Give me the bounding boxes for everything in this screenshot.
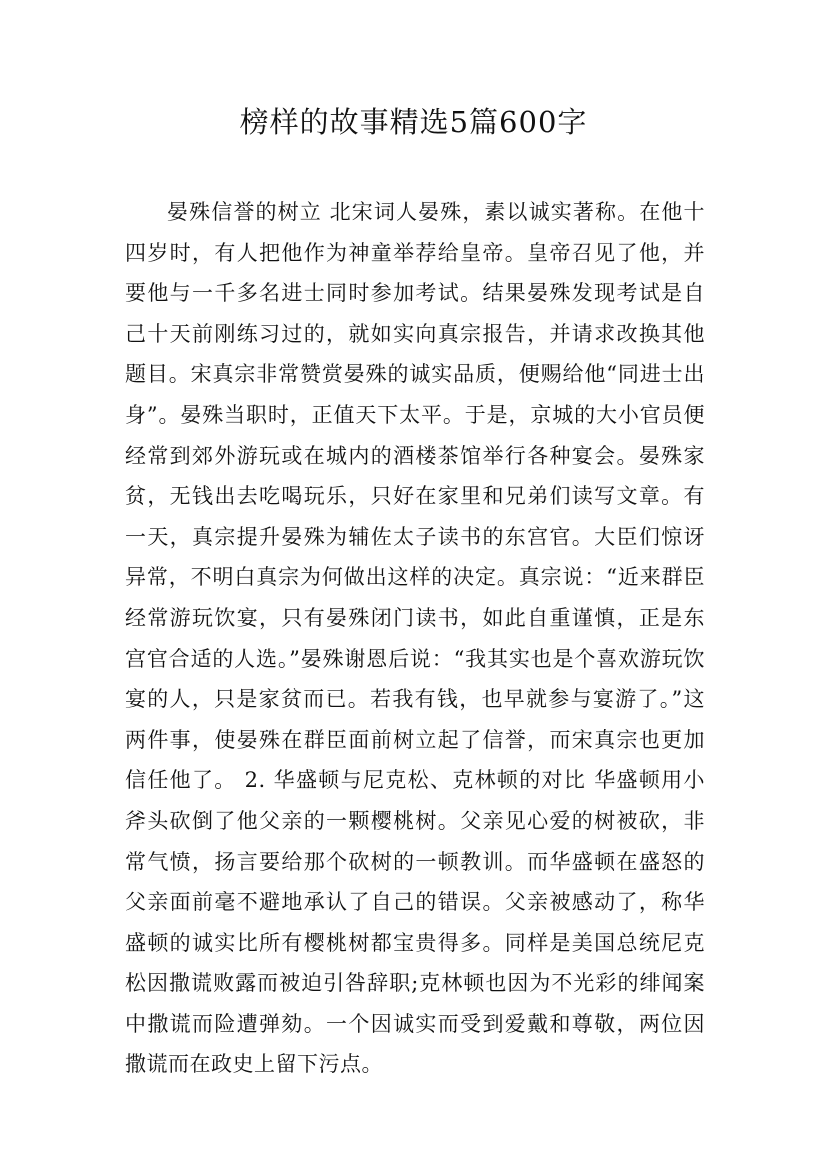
body-paragraph: 晏殊信誉的树立 北宋词人晏殊，素以诚实著称。在他十四岁时，有人把他作为神童举荐给皇帝。皇帝召见了他，并要他与一千多名进士同时参加考试。结果晏殊发现考试是自己十天前刚练习过的，就如实向真宗报告，并请求改换其他题目。宋真宗非常赞赏晏殊的诚实品质，便赐给他“同进士出身”。晏殊当职时，正值天下太平。于是，京城的大小官员便经常到郊外游玩或在城内的酒楼茶馆举行各种宴会。晏殊家贫，无钱出去吃喝玩乐，只好在家里和兄弟们读写文章。有一天，真宗提升晏殊为辅佐太子读书的东宫官。大臣们惊讶异常，不明白真宗为何做出这样的决定。真宗说：“近来群臣经常游玩饮宴，只有晏殊闭门读书，如此自重谨慎，正是东宫官合适的人选。”晏殊谢恩后说：“我其实也是个喜欢游玩饮宴的人，只是家贫而已。若我有钱，也早就参与宴游了。”这两件事，使晏殊在群臣面前树立起了信誉，而宋真宗也更加信任他了。 2. 华盛顿与尼克松、克林顿的对比 华盛顿用小斧头砍倒了他父亲的一颗樱桃树。父亲见心爱的树被砍，非常气愤，扬言要给那个砍树的一顿教训。而华盛顿在盛怒的父亲面前毫不避地承认了自己的错误。父亲被感动了，称华盛顿的诚实比所有樱桃树都宝贵得多。同样是美国总统尼克松因撒谎败露而被迫引咎辞职;克林顿也因为不光彩的绯闻案中撒谎而险遭弹劾。一个因诚实而受到爱戴和尊敬，两位因撒谎而在政史上留下污点。 bbox=[125, 200, 705, 1077]
document-title: 榜样的故事精选5篇600字 bbox=[239, 105, 588, 139]
